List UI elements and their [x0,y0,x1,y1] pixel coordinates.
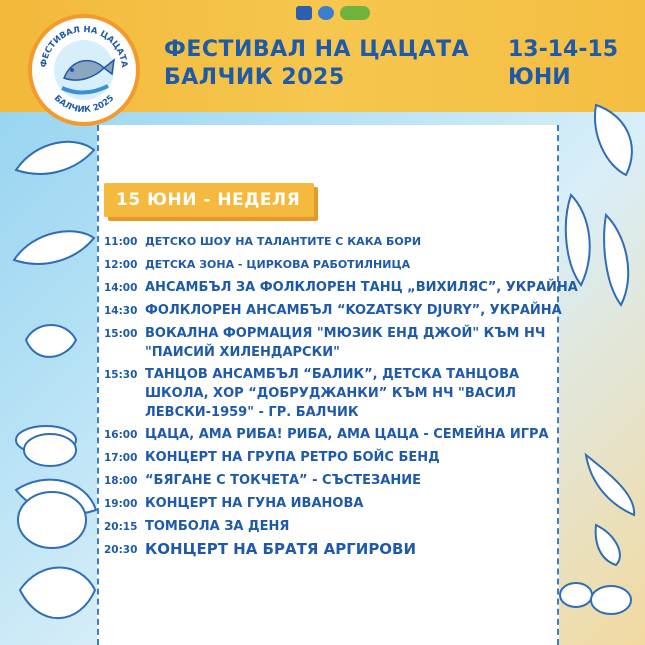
event-title: ДЕТСКА ЗОНА - ЦИРКОВА РАБОТИЛНИЦА [145,258,411,271]
event-time: 12:00 [104,259,138,271]
event-title: ДЕТСКО ШОУ НА ТАЛАНТИТЕ С КАКА БОРИ [145,235,422,248]
event-title: ТОМБОЛА ЗА ДЕНЯ [145,519,290,534]
event-title: ЦАЦА, АМА РИБА! РИБА, АМА ЦАЦА - СЕМЕЙНА ИГРА [145,427,549,442]
festival-dates [508,36,618,92]
day-label-tag [104,183,314,217]
dates-line-2: ЮНИ [508,65,571,90]
event-time: 11:00 [104,236,138,248]
event-time: 16:00 [104,429,138,441]
schedule-row [104,471,624,491]
municipality-crest-icon [296,6,312,20]
event-time: 14:30 [104,305,138,317]
shell-doodle-left-icon [10,420,100,640]
schedule-row [104,278,624,298]
event-title: ТАНЦОВ АНСАМБЪЛ “БАЛИК”, ДЕТСКА ТАНЦОВА ШКОЛА, ХОР “ДОБРУДЖАНКИ” КЪМ НЧ "ВАСИЛ ЛЕВСКИ-1959" - ГР. БАЛЧИК [145,367,520,420]
event-title: ФОЛКЛОРЕН АНСАМБЪЛ “KOZATSKY DJURY”, УКРАЙНА [145,303,562,318]
schedule-row [104,232,624,252]
schedule-row [104,324,624,362]
event-time: 20:30 [104,544,138,556]
title-line-2: БАЛЧИК 2025 [164,65,345,90]
event-title: ВОКАЛНА ФОРМАЦИЯ "МЮЗИК ЕНД ДЖОЙ" КЪМ НЧ "ПАИСИЙ ХИЛЕНДАРСКИ" [145,326,546,360]
title-line-1: ФЕСТИВАЛ НА ЦАЦАТА [164,37,470,62]
schedule-row [104,494,624,514]
event-title: КОНЦЕРТ НА БРАТЯ АРГИРОВИ [145,540,417,558]
badge-top-text: ФЕСТИВАЛ НА ЦАЦАТА [38,24,129,69]
event-time: 20:15 [104,521,138,533]
event-time: 19:00 [104,498,138,510]
eco-logo-icon [340,6,370,20]
event-title: КОНЦЕРТ НА ГРУПА РЕТРО БОЙС БЕНД [145,450,440,465]
schedule-list [104,232,624,563]
badge-bottom-text: БАЛЧИК 2025 [51,93,117,116]
dates-line-1: 13-14-15 [508,37,619,62]
schedule-row [104,448,624,468]
event-title: КОНЦЕРТ НА ГУНА ИВАНОВА [145,496,364,511]
event-time: 15:00 [104,328,138,340]
event-title: АНСАМБЪЛ ЗА ФОЛКЛОРЕН ТАНЦ „ВИХИЛЯС”, УКРАЙНА [145,280,578,295]
schedule-row [104,540,624,560]
schedule-row [104,301,624,321]
schedule-row [104,517,624,537]
schedule-row [104,255,624,275]
event-title: “БЯГАНЕ С ТОКЧЕТА” - СЪСТЕЗАНИЕ [145,473,421,488]
event-time: 15:30 [104,369,138,381]
partner-logo-icon [318,6,334,20]
event-time: 17:00 [104,452,138,464]
schedule-row [104,365,624,422]
day-label: 15 ЮНИ - НЕДЕЛЯ [116,190,301,210]
event-time: 14:00 [104,282,138,294]
event-time: 18:00 [104,475,138,487]
partner-logos [296,6,370,20]
festival-title [164,36,469,92]
schedule-row [104,425,624,445]
